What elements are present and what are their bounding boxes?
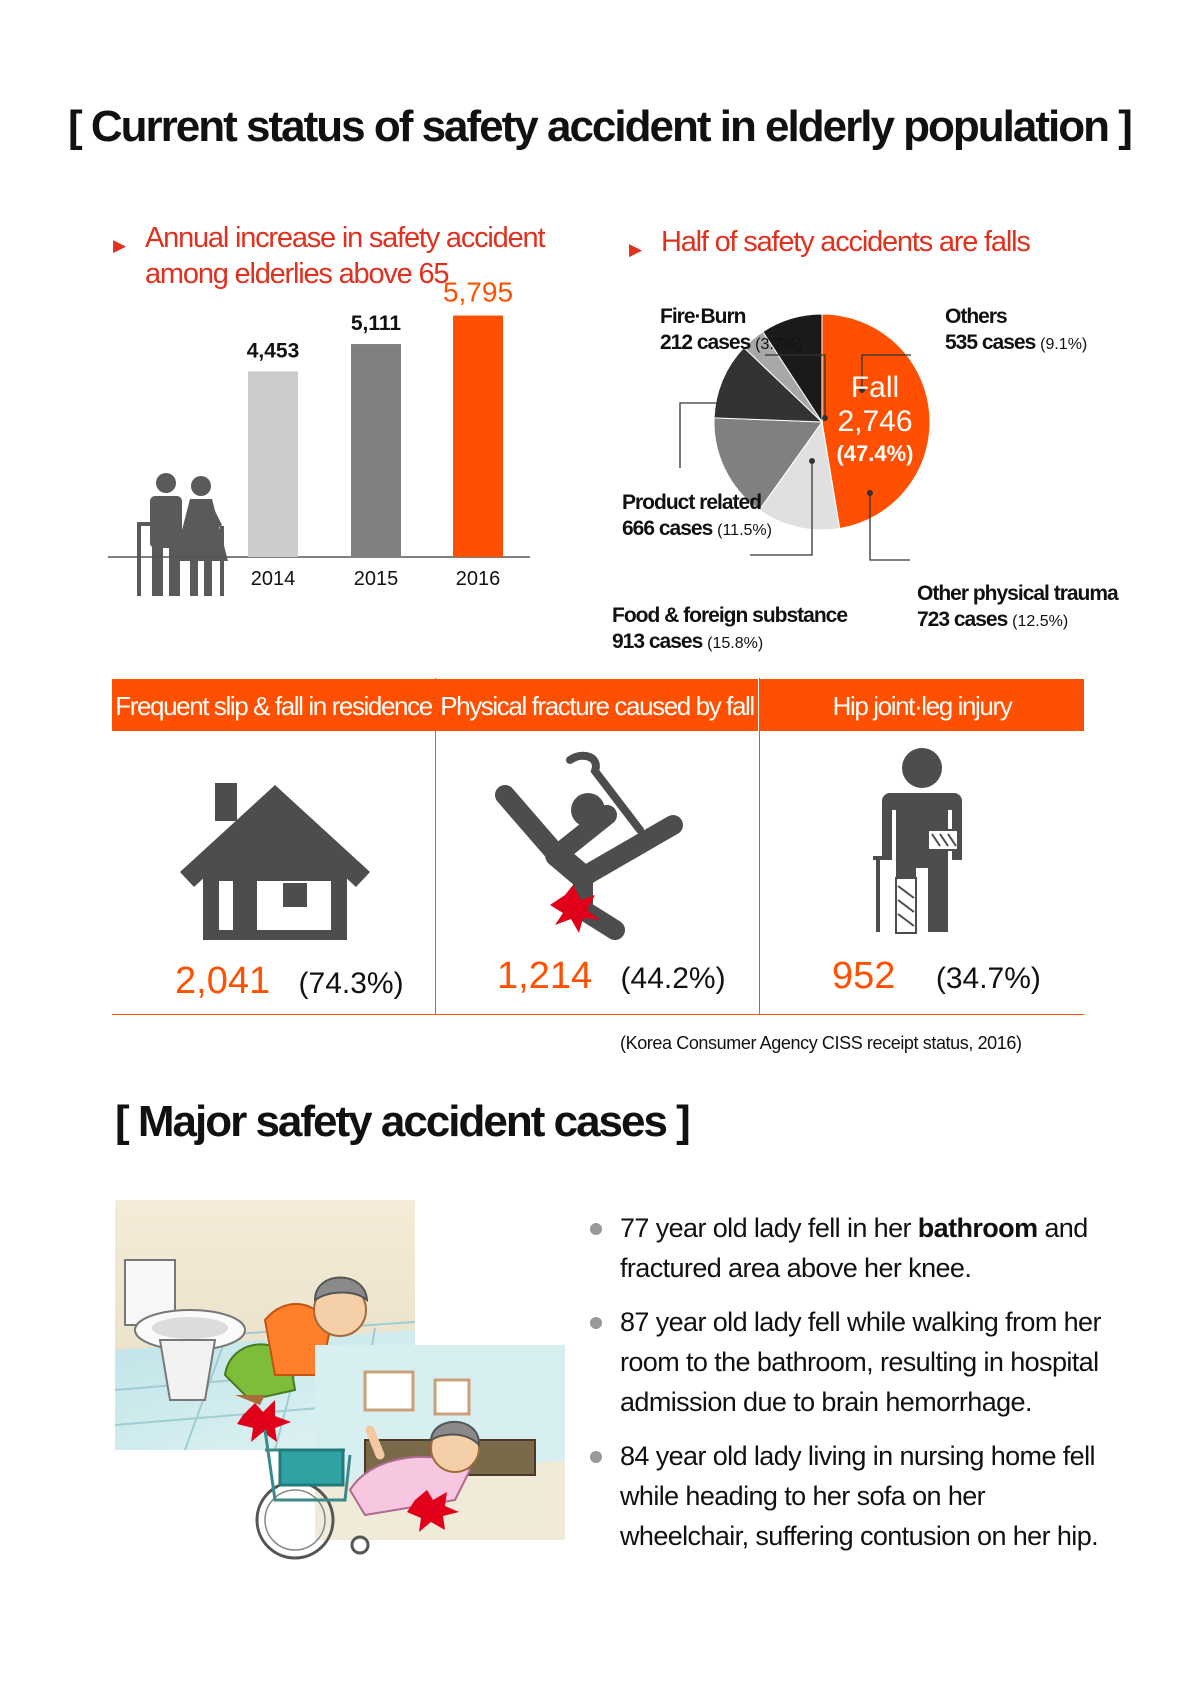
case-1-bold: bathroom	[917, 1213, 1038, 1243]
case-2-text: 87 year old lady fell while walking from her room to the bathroom, resulting in hospital admission due to brain hemorrhage.	[620, 1307, 1101, 1417]
case-item	[590, 1302, 1110, 1422]
panel-header-fracture: Physical fracture caused by fall	[436, 679, 758, 731]
pie-label-food-pct: (15.8%)	[707, 635, 764, 652]
pie-label-fireburn	[660, 304, 802, 358]
stat-fracture-count: 1,214	[497, 955, 593, 997]
pie-fall-label: Fall	[850, 371, 900, 404]
stat-residence	[175, 960, 404, 1003]
pie-fall-pct: (47.4%)	[836, 441, 914, 466]
pie-fall-count: 2,746	[837, 405, 913, 438]
pie-label-food-cases: 913 cases	[612, 630, 703, 653]
triangle-bullet-icon: ▶	[113, 236, 125, 255]
bar-chart	[100, 276, 580, 640]
case-3-text: 84 year old lady living in nursing home fell while heading to her sofa on her wheelchair, suffering contusion on her hip.	[620, 1441, 1099, 1551]
cases-list	[590, 1208, 1110, 1570]
pie-label-food-name: Food & foreign substance	[612, 604, 848, 627]
cases-title: [ Major safety accident cases ]	[115, 1097, 689, 1146]
pie-label-product-pct: (11.5%)	[717, 522, 772, 539]
pie-label-others-pct: (9.1%)	[1040, 336, 1088, 353]
bar-heading-line2: among elderlies above 65	[145, 258, 449, 290]
stat-fracture-pct: (44.2%)	[620, 962, 726, 995]
case-1-before: 77 year old lady fell in her	[620, 1213, 918, 1243]
bar-2016	[453, 316, 503, 557]
pie-label-food	[612, 603, 847, 657]
stat-residence-count: 2,041	[175, 960, 271, 1002]
pie-label-fireburn-pct: (3.7%)	[755, 336, 803, 353]
bar-value-label: 5,795	[442, 276, 514, 308]
source-note: (Korea Consumer Agency CISS receipt status, 2016)	[620, 1033, 1022, 1053]
case-item	[590, 1436, 1110, 1556]
pie-label-other-trauma-name: Other physical trauma	[917, 582, 1118, 605]
panel-header-residence: Frequent slip & fall in residence	[112, 679, 435, 731]
elderly-couple-icon	[137, 473, 228, 596]
triangle-bullet-icon: ▶	[629, 240, 641, 259]
pie-label-others-name: Others	[945, 305, 1007, 328]
pie-label-others	[945, 304, 1087, 358]
bar-category-label: 2014	[250, 568, 296, 590]
stat-fracture	[497, 955, 726, 998]
pie-label-product-cases: 666 cases	[622, 517, 713, 540]
stat-hip-leg-count: 952	[832, 955, 896, 997]
stat-residence-pct: (74.3%)	[298, 967, 404, 1000]
bar-category-label: 2015	[353, 568, 399, 590]
house-icon	[175, 775, 375, 940]
page-title: [ Current status of safety accident in elderly population ]	[68, 102, 1131, 151]
pie-label-other-trauma-cases: 723 cases	[917, 608, 1008, 631]
panel-header-hip-leg: Hip joint·leg injury	[760, 679, 1084, 731]
pie-label-others-cases: 535 cases	[945, 331, 1036, 354]
bar-heading-line1: Annual increase in safety accident	[145, 222, 545, 254]
pie-heading-text: Half of safety accidents are falls	[661, 226, 1030, 258]
falling-person-icon	[495, 755, 705, 940]
pie-label-product-name: Product related	[622, 491, 762, 514]
case-1-after: and fractured area above her knee.	[620, 1213, 1088, 1283]
injured-person-icon	[870, 748, 975, 938]
pie-label-fireburn-name: Fire·Burn	[660, 305, 746, 328]
stat-hip-leg-pct: (34.7%)	[935, 962, 1041, 995]
panels-bottom-rule	[112, 1014, 1084, 1015]
case-item	[590, 1208, 1110, 1288]
pie-label-other-trauma	[917, 581, 1118, 635]
stat-hip-leg	[832, 955, 1041, 998]
bar-2015	[351, 344, 401, 557]
pie-label-other-trauma-pct: (12.5%)	[1012, 613, 1069, 630]
bar-value-label: 4,453	[246, 339, 300, 363]
accident-illustration	[115, 1200, 565, 1572]
pie-chart-heading	[629, 224, 1030, 260]
bar-2014	[248, 371, 298, 557]
bar-category-label: 2016	[455, 568, 501, 590]
pie-label-product	[622, 490, 772, 544]
pie-label-fireburn-cases: 212 cases	[660, 331, 751, 354]
bar-value-label: 5,111	[350, 312, 402, 336]
